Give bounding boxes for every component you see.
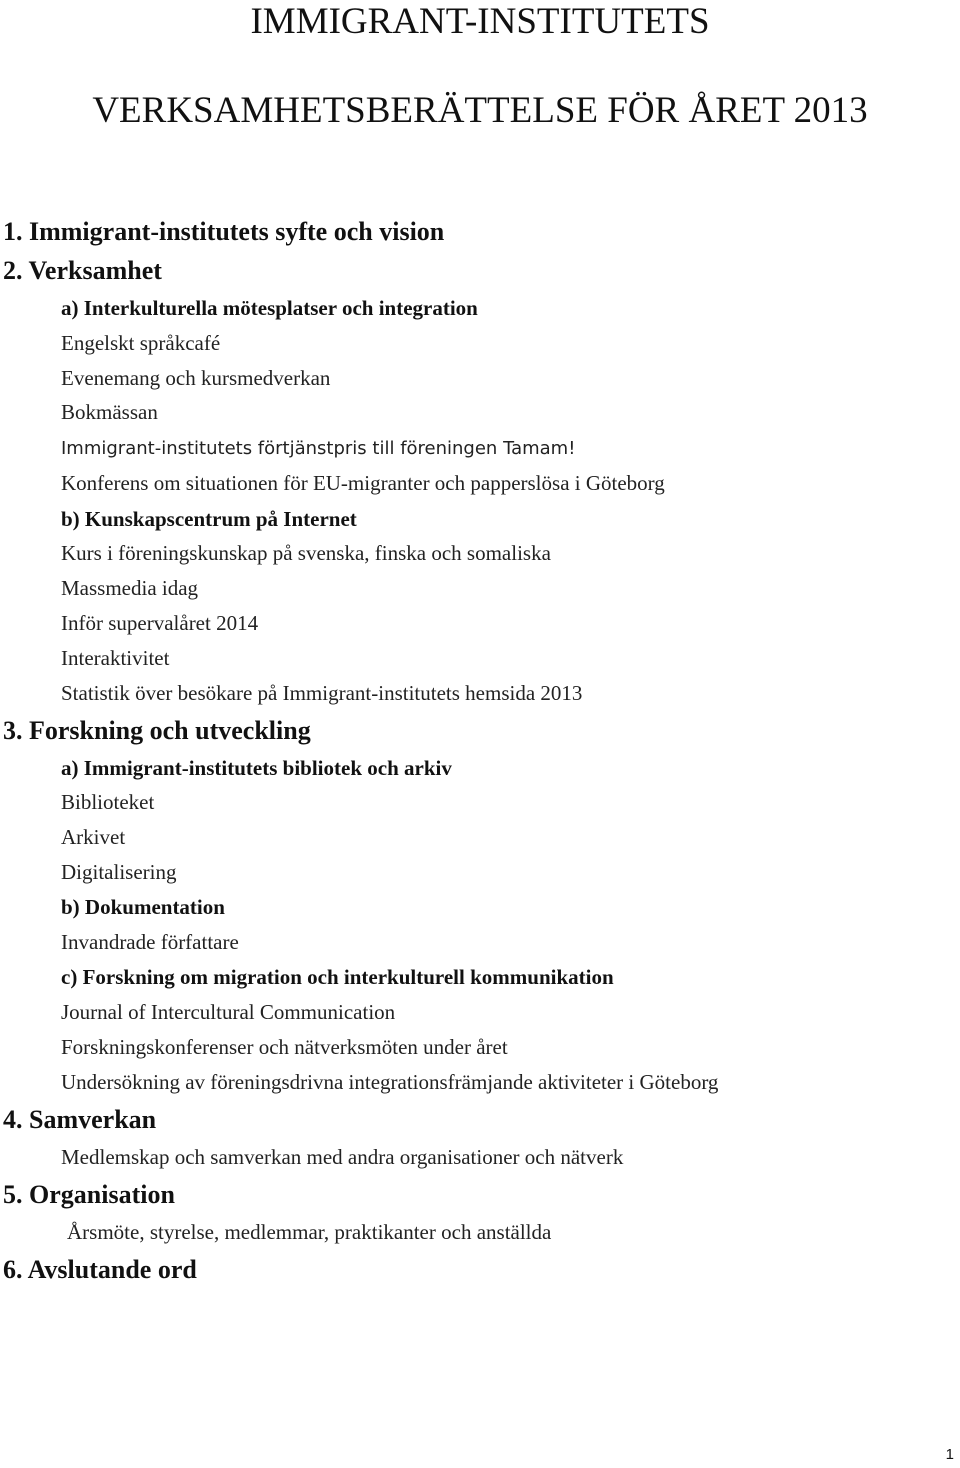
toc-subsection-knowledge-center: b) Kunskapscentrum på Internet (61, 507, 357, 531)
toc-section-research: 3. Forskning och utveckling (3, 716, 311, 745)
toc-item-digitalization: Digitalisering (61, 860, 177, 884)
toc-item-language-cafe: Engelskt språkcafé (61, 331, 221, 355)
toc-section-purpose: 1. Immigrant-institutets syfte och vision (3, 217, 445, 246)
toc-item-award: Immigrant-institutets förtjänstpris till föreningen Tamam! (61, 438, 576, 459)
toc-subsection-library-archive: a) Immigrant-institutets bibliotek och arkiv (61, 756, 452, 780)
toc-item-mass-media: Massmedia idag (61, 576, 199, 600)
toc-item-book-fair: Bokmässan (61, 400, 158, 424)
toc-item-library: Biblioteket (61, 790, 155, 814)
page-number: 1 (945, 1446, 954, 1463)
toc-item-archive: Arkivet (61, 825, 126, 849)
toc-subsection-meeting-places: a) Interkulturella mötesplatser och integration (61, 296, 478, 320)
toc-item-election-year: Inför supervalåret 2014 (61, 611, 259, 635)
toc-item-statistics: Statistik över besökare på Immigrant-institutets hemsida 2013 (61, 681, 583, 705)
toc-section-operations: 2. Verksamhet (3, 256, 162, 285)
toc-item-course: Kurs i föreningskunskap på svenska, finska och somaliska (61, 541, 551, 565)
toc-item-research-conferences: Forskningskonferenser och nätverksmöten under året (61, 1035, 508, 1059)
toc-section-closing-words: 6. Avslutande ord (3, 1255, 197, 1284)
toc-item-immigrant-authors: Invandrade författare (61, 930, 239, 954)
toc-item-survey: Undersökning av föreningsdrivna integrationsfrämjande aktiviteter i Göteborg (61, 1070, 719, 1094)
toc-item-interactivity: Interaktivitet (61, 646, 170, 670)
toc-item-journal: Journal of Intercultural Communication (61, 1000, 396, 1024)
toc-section-organisation: 5. Organisation (3, 1180, 175, 1209)
toc-section-cooperation: 4. Samverkan (3, 1105, 157, 1134)
toc-item-membership: Medlemskap och samverkan med andra organisationer och nätverk (61, 1145, 624, 1169)
toc-item-events: Evenemang och kursmedverkan (61, 366, 331, 390)
toc-item-annual-meeting: Årsmöte, styrelse, medlemmar, praktikanter och anställda (67, 1220, 552, 1244)
toc-item-conference-eu: Konferens om situationen för EU-migranter och papperslösa i Göteborg (61, 471, 665, 495)
toc-subsection-documentation: b) Dokumentation (61, 895, 225, 919)
document-title-line-1: IMMIGRANT-INSTITUTETS (250, 1, 710, 42)
toc-subsection-migration-research: c) Forskning om migration och interkulturell kommunikation (61, 965, 614, 989)
document-title-line-2: VERKSAMHETSBERÄTTELSE FÖR ÅRET 2013 (92, 90, 868, 131)
